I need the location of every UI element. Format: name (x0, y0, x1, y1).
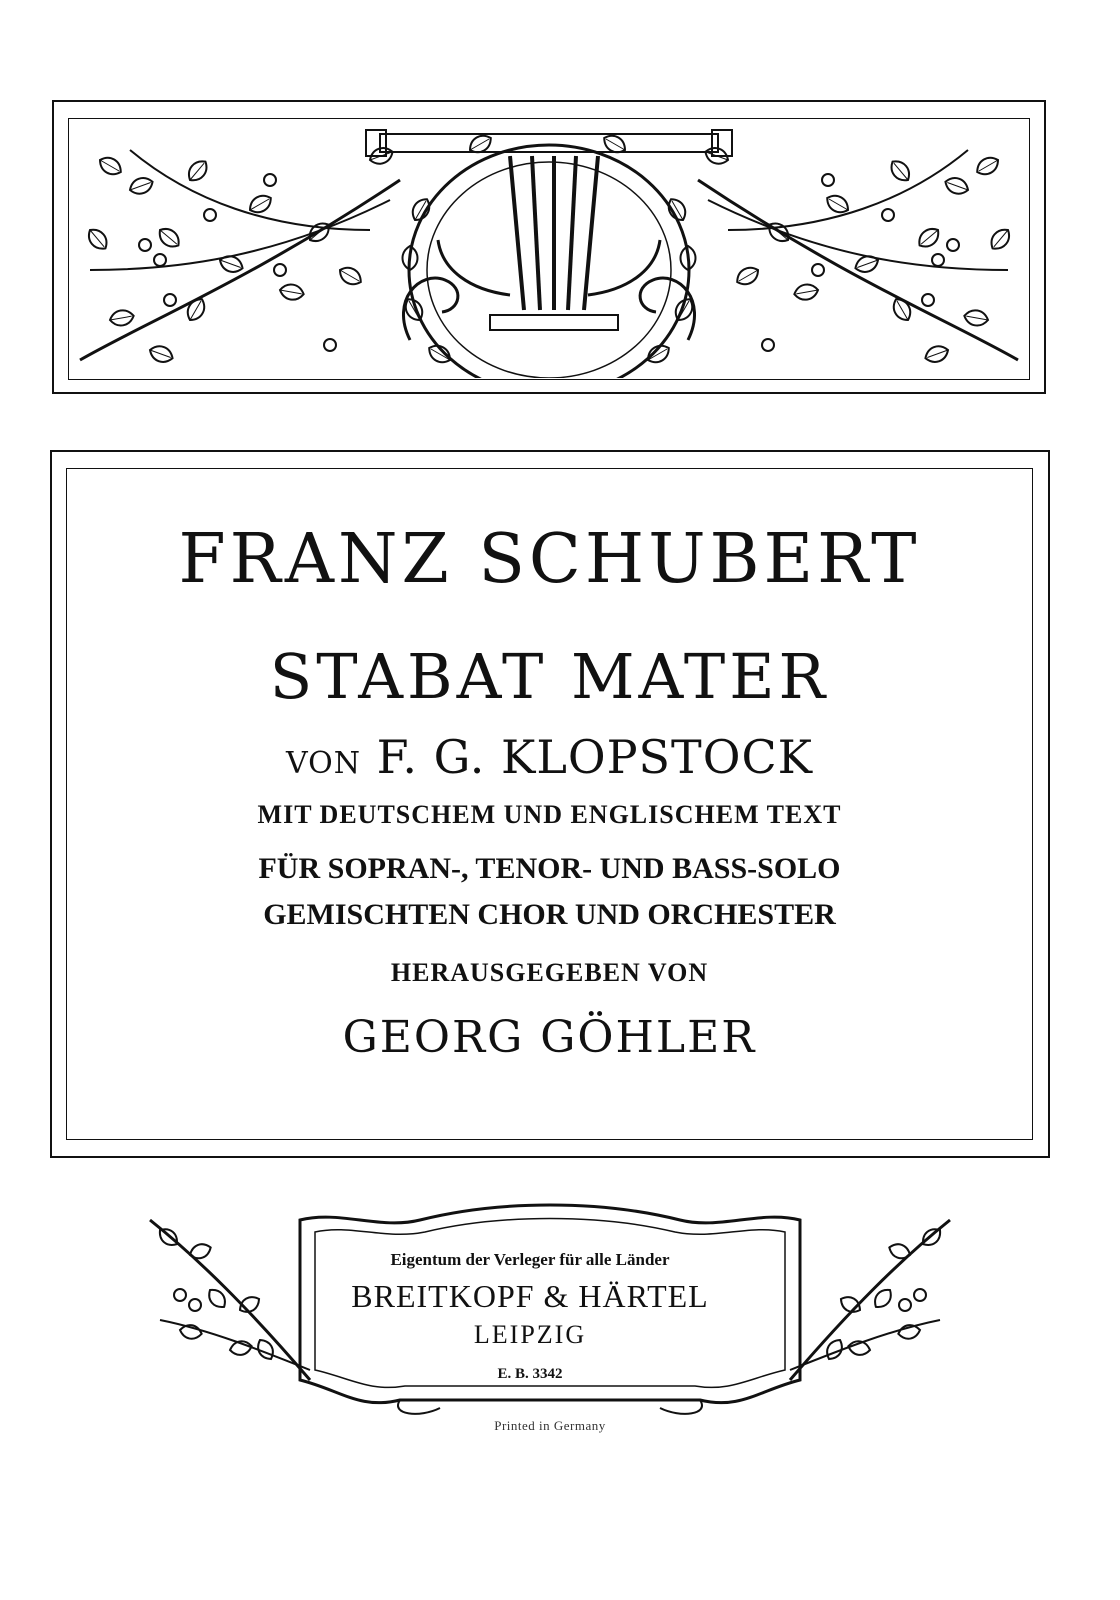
edition-number: E. B. 3342 (497, 1366, 563, 1382)
voices-line: FÜR SOPRAN-, TENOR- UND BASS-SOLO (258, 852, 841, 885)
composer-name: FRANZ SCHUBERT (178, 520, 921, 599)
publisher-city: LEIPZIG (473, 1320, 587, 1349)
publisher-name: BREITKOPF & HÄRTEL (351, 1278, 709, 1314)
text-language-note: MIT DEUTSCHEM UND ENGLISCHEM TEXT (257, 800, 842, 829)
author-name: F. G. KLOPSTOCK (376, 730, 813, 784)
ownership-note: Eigentum der Verleger für alle Länder (390, 1250, 670, 1269)
author-prefix: VON (286, 746, 361, 781)
lyre-ornament (70, 120, 1028, 378)
editor-label: HERAUSGEGEBEN VON (390, 958, 709, 987)
editor-name: GEORG GÖHLER (342, 1012, 757, 1063)
author-line (66, 730, 1033, 784)
printed-in-note: Printed in Germany (494, 1418, 606, 1433)
work-title: STABAT MATER (269, 640, 830, 713)
ensemble-line: GEMISCHTEN CHOR UND ORCHESTER (263, 898, 836, 931)
